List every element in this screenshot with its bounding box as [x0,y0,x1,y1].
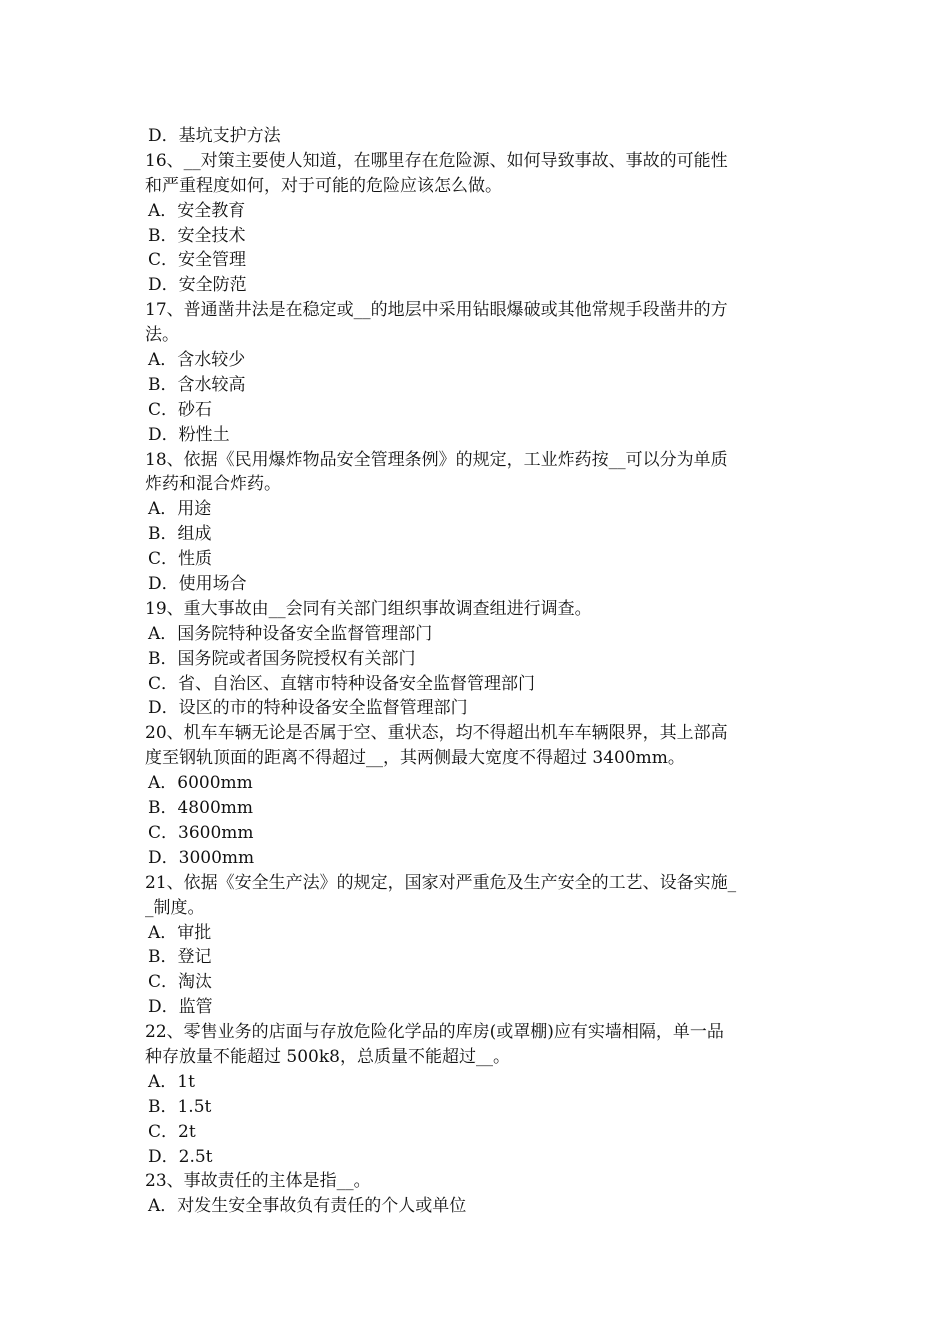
option-line: A．1t [148,1071,195,1092]
question-text-line: 22、零售业务的店面与存放危险化学品的库房(或罩棚)应有实墙相隔，单一品 [145,1022,724,1043]
question-text-line: 23、事故责任的主体是指__。 [145,1171,371,1192]
option-line: A．含水较少 [148,350,246,371]
option-line: B．组成 [148,524,212,545]
question-block [145,149,810,298]
question-text-line: 度至钢轨顶面的距离不得超过__，其两侧最大宽度不得超过 3400mm。 [145,748,685,769]
option-line: B．1.5t [148,1096,212,1117]
option-line: B．登记 [148,947,212,968]
option-line: C．性质 [148,549,213,570]
question-text-line: 19、重大事故由__会同有关部门组织事故调查组进行调查。 [145,598,592,619]
option-line: B．国务院或者国务院授权有关部门 [148,648,416,669]
option-line: D．安全防范 [148,275,247,296]
option-line: A．6000mm [148,773,253,794]
option-line: D．监管 [148,997,213,1018]
question-block [145,1169,810,1219]
question-text-line: 20、机车车辆无论是否属于空、重状态，均不得超出机车车辆限界，其上部高 [145,723,728,744]
option-line: C．3600mm [148,822,254,843]
option-line: A．国务院特种设备安全监督管理部门 [148,623,433,644]
question-block [145,597,810,721]
option-line: D．3000mm [148,847,255,868]
option-line: D．粉性土 [148,424,230,445]
option-line: A．对发生安全事故负有责任的个人或单位 [148,1196,467,1217]
question-text-line: 和严重程度如何，对于可能的危险应该怎么做。 [145,175,502,196]
option-line: D．2.5t [148,1146,213,1167]
option-line: D．设区的市的特种设备安全监督管理部门 [148,698,468,719]
option-line: A．审批 [148,922,212,943]
option-line: D．使用场合 [148,574,247,595]
option-line: C．2t [148,1121,196,1142]
option-line: B．4800mm [148,798,253,819]
question-text-line: 种存放量不能超过 500k8，总质量不能超过__。 [145,1046,510,1067]
question-text-line: 炸药和混合炸药。 [145,474,281,495]
question-text-line: _制度。 [145,897,205,918]
question-block [145,721,810,870]
question-block [145,298,810,447]
question-text-line: 21、依据《安全生产法》的规定，国家对严重危及生产安全的工艺、设备实施_ [145,872,737,893]
option-line: B．安全技术 [148,225,246,246]
question-block [145,871,810,1020]
question-text-line: 16、__对策主要使人知道，在哪里存在危险源、如何导致事故、事故的可能性 [145,150,728,171]
document-page [145,124,810,1219]
option-line: D．基坑支护方法 [148,126,281,146]
option-line: B．含水较高 [148,374,246,395]
question-block [145,448,810,597]
question-text-line: 18、依据《民用爆炸物品安全管理条例》的规定，工业炸药按__可以分为单质 [145,449,728,470]
question-text-line: 17、普通凿井法是在稳定或__的地层中采用钻眼爆破或其他常规手段凿井的方 [145,300,728,321]
question-list [145,149,810,1219]
question-block [145,1020,810,1169]
option-line: C．安全管理 [148,250,247,271]
option-line: A．用途 [148,499,212,520]
option-line: A．安全教育 [148,200,246,221]
option-line: C．淘汰 [148,972,213,993]
option-line: C．省、自治区、直辖市特种设备安全监督管理部门 [148,673,536,694]
question-text-line: 法。 [145,325,179,346]
option-line: C．砂石 [148,399,213,420]
